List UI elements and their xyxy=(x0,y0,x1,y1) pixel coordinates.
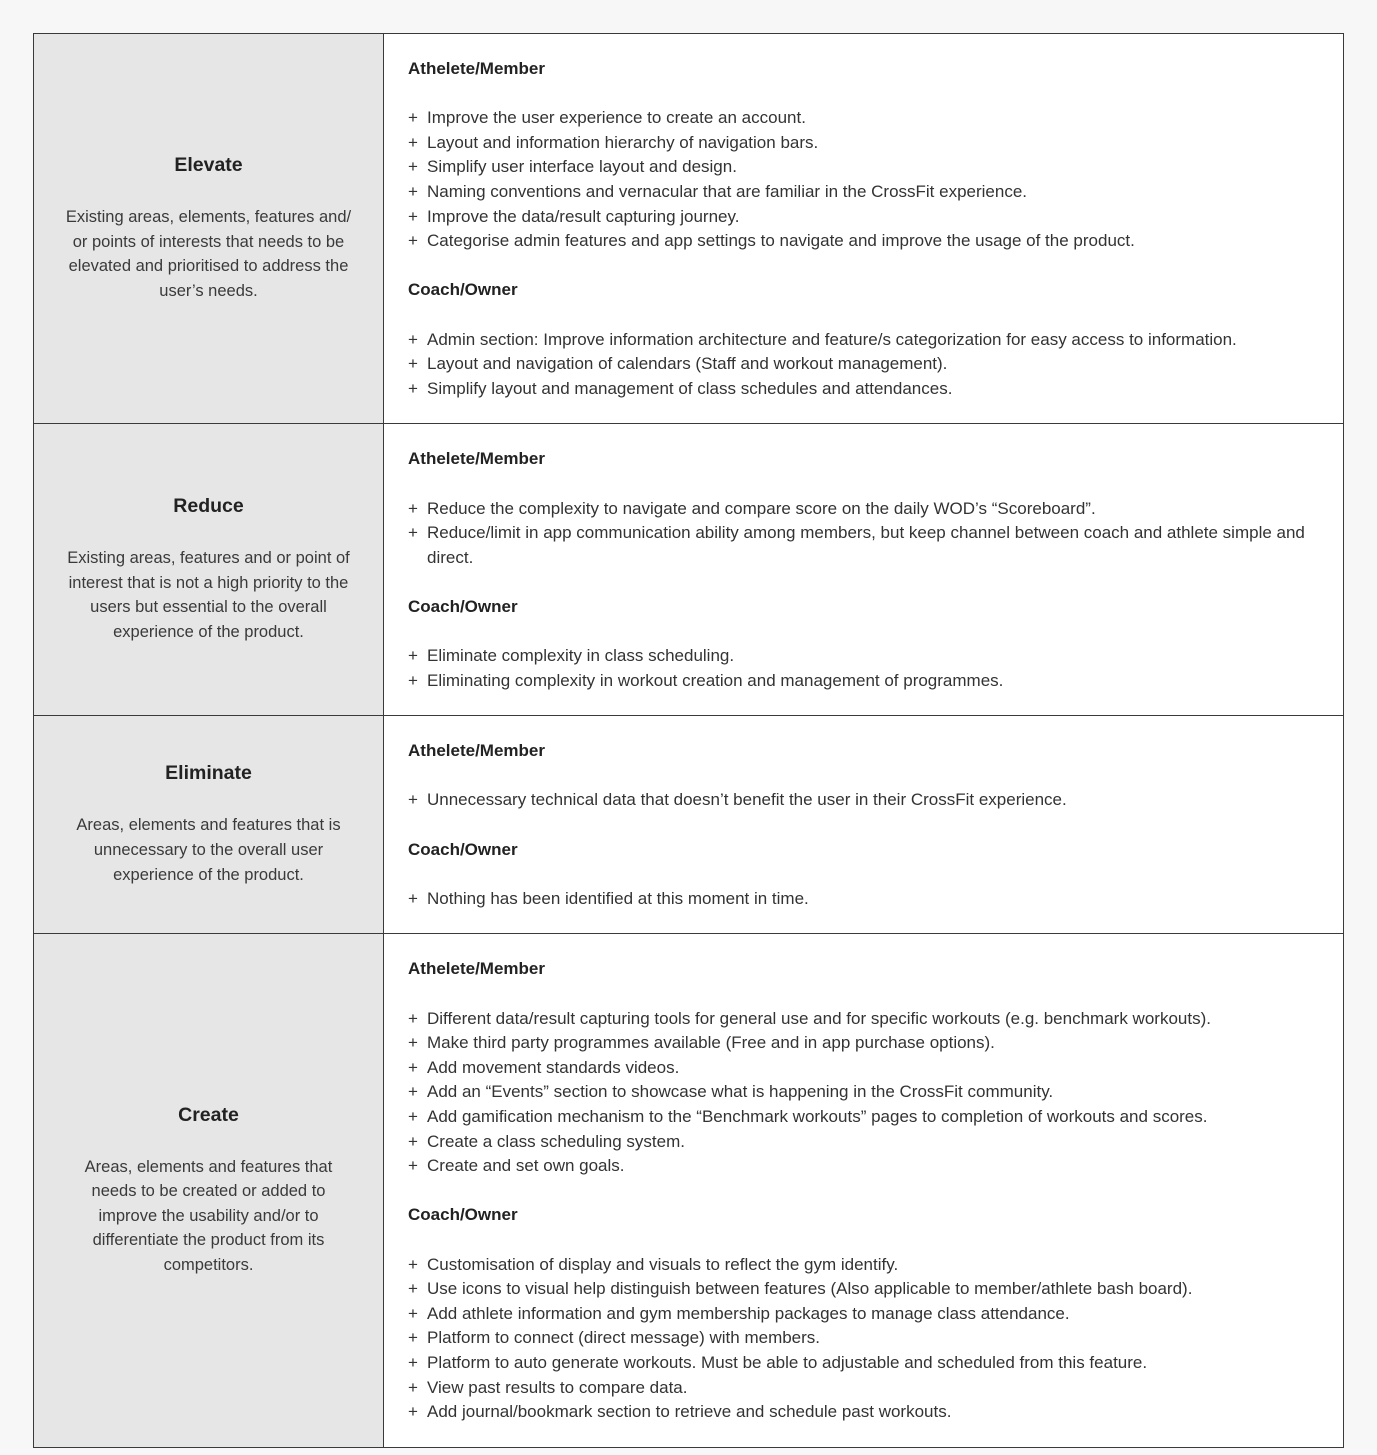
list-item xyxy=(408,229,1319,254)
plus-icon: + xyxy=(408,498,418,518)
list-item-text: Eliminating complexity in workout creation and management of programmes. xyxy=(427,670,1004,690)
list-item-text: Platform to connect (direct message) with members. xyxy=(427,1328,821,1348)
plus-icon: + xyxy=(408,206,418,226)
audience-heading: Coach/Owner xyxy=(408,839,518,859)
list-item xyxy=(408,328,1319,353)
action-list xyxy=(408,497,1319,571)
list-item-text: Admin section: Improve information architecture and feature/s categorization for easy access to information. xyxy=(427,329,1237,349)
plus-icon: + xyxy=(408,1402,418,1422)
action-list xyxy=(408,788,1319,813)
audience-heading: Athelete/Member xyxy=(408,741,545,761)
plus-icon: + xyxy=(408,1131,418,1151)
plus-icon: + xyxy=(408,378,418,398)
category-title: Eliminate xyxy=(165,762,252,785)
list-item-text: Nothing has been identified at this moment in time. xyxy=(427,888,809,908)
list-item xyxy=(408,1302,1319,1327)
category-label-cell xyxy=(34,424,384,715)
list-item xyxy=(408,1351,1319,1376)
plus-icon: + xyxy=(408,1254,418,1274)
list-item xyxy=(408,180,1319,205)
errc-row-elevate xyxy=(34,34,1343,423)
list-item xyxy=(408,788,1319,813)
category-label-cell xyxy=(34,34,384,423)
list-item xyxy=(408,1130,1319,1155)
list-item-text: Unnecessary technical data that doesn’t benefit the user in their CrossFit experience. xyxy=(427,790,1067,810)
plus-icon: + xyxy=(408,1328,418,1348)
list-item-text: Make third party programmes available (Free and in app purchase options). xyxy=(427,1033,995,1053)
category-description: Existing areas, features and or point of interest that is not a high priority to the users but essential to the overall experience of the product. xyxy=(67,549,350,641)
action-list xyxy=(408,106,1319,254)
list-item-text: Eliminate complexity in class scheduling. xyxy=(427,646,735,666)
list-item-text: Layout and navigation of calendars (Staff and workout management). xyxy=(427,354,948,374)
list-item xyxy=(408,497,1319,522)
plus-icon: + xyxy=(408,646,418,666)
list-item xyxy=(408,1080,1319,1105)
errc-row-reduce xyxy=(34,423,1343,715)
category-label-cell xyxy=(34,716,384,933)
list-item-text: Use icons to visual help distinguish between features (Also applicable to member/athlete bash board). xyxy=(427,1279,1193,1299)
category-title: Reduce xyxy=(173,495,244,518)
plus-icon: + xyxy=(408,1057,418,1077)
plus-icon: + xyxy=(408,231,418,251)
list-item-text: Add athlete information and gym membership packages to manage class attendance. xyxy=(427,1303,1070,1323)
audience-heading: Coach/Owner xyxy=(408,596,518,616)
list-item-text: Reduce/limit in app communication ability among members, but keep channel between coach and athlete simple and direct. xyxy=(427,523,1305,567)
list-item-text: Platform to auto generate workouts. Must be able to adjustable and scheduled from this feature. xyxy=(427,1352,1148,1372)
plus-icon: + xyxy=(408,132,418,152)
plus-icon: + xyxy=(408,1352,418,1372)
plus-icon: + xyxy=(408,1033,418,1053)
category-title: Elevate xyxy=(174,153,243,176)
category-content-cell xyxy=(384,934,1343,1446)
list-item xyxy=(408,1007,1319,1032)
list-item xyxy=(408,1376,1319,1401)
category-description: Existing areas, elements, features and/ or points of interests that needs to be elevated and prioritised to address the user’s needs. xyxy=(65,207,352,300)
list-item xyxy=(408,106,1319,131)
errc-table xyxy=(33,33,1344,1448)
plus-icon: + xyxy=(408,888,418,908)
errc-row-eliminate xyxy=(34,715,1343,933)
audience-heading: Athelete/Member xyxy=(408,959,545,979)
plus-icon: + xyxy=(408,1082,418,1102)
list-item xyxy=(408,1253,1319,1278)
list-item-text: Add an “Events” section to showcase what is happening in the CrossFit community. xyxy=(427,1082,1054,1102)
list-item-text: View past results to compare data. xyxy=(427,1377,688,1397)
list-item xyxy=(408,1056,1319,1081)
category-description: Areas, elements and features that is unnecessary to the overall user experience of the product. xyxy=(76,816,341,884)
plus-icon: + xyxy=(408,181,418,201)
list-item-text: Simplify layout and management of class schedules and attendances. xyxy=(427,378,953,398)
list-item xyxy=(408,1326,1319,1351)
list-item-text: Improve the user experience to create an account. xyxy=(427,108,806,128)
list-item xyxy=(408,887,1319,912)
list-item xyxy=(408,1031,1319,1056)
list-item xyxy=(408,1105,1319,1130)
plus-icon: + xyxy=(408,1106,418,1126)
list-item xyxy=(408,131,1319,156)
plus-icon: + xyxy=(408,354,418,374)
audience-heading: Coach/Owner xyxy=(408,280,518,300)
plus-icon: + xyxy=(408,790,418,810)
list-item xyxy=(408,521,1319,570)
list-item-text: Improve the data/result capturing journey. xyxy=(427,206,740,226)
list-item-text: Customisation of display and visuals to reflect the gym identify. xyxy=(427,1254,899,1274)
plus-icon: + xyxy=(408,1303,418,1323)
plus-icon: + xyxy=(408,329,418,349)
category-label-cell xyxy=(34,934,384,1446)
list-item xyxy=(408,1400,1319,1425)
category-description: Areas, elements and features that needs to be created or added to improve the usability and/or to differentiate the product from its competitors. xyxy=(84,1157,333,1274)
list-item-text: Naming conventions and vernacular that are familiar in the CrossFit experience. xyxy=(427,181,1028,201)
action-list xyxy=(408,887,1319,912)
list-item xyxy=(408,1277,1319,1302)
list-item-text: Simplify user interface layout and design. xyxy=(427,157,737,177)
list-item-text: Create and set own goals. xyxy=(427,1156,625,1176)
list-item xyxy=(408,1154,1319,1179)
list-item xyxy=(408,352,1319,377)
list-item-text: Layout and information hierarchy of navigation bars. xyxy=(427,132,819,152)
list-item-text: Reduce the complexity to navigate and compare score on the daily WOD’s “Scoreboard”. xyxy=(427,498,1096,518)
list-item-text: Add journal/bookmark section to retrieve and schedule past workouts. xyxy=(427,1402,952,1422)
list-item-text: Add movement standards videos. xyxy=(427,1057,680,1077)
category-title: Create xyxy=(178,1103,239,1126)
list-item-text: Categorise admin features and app settings to navigate and improve the usage of the product. xyxy=(427,231,1135,251)
action-list xyxy=(408,1253,1319,1425)
plus-icon: + xyxy=(408,108,418,128)
action-list xyxy=(408,644,1319,693)
list-item-text: Add gamification mechanism to the “Benchmark workouts” pages to completion of workouts and scores. xyxy=(427,1106,1208,1126)
list-item xyxy=(408,205,1319,230)
action-list xyxy=(408,328,1319,402)
audience-heading: Athelete/Member xyxy=(408,449,545,469)
category-content-cell xyxy=(384,34,1343,423)
list-item-text: Create a class scheduling system. xyxy=(427,1131,685,1151)
list-item xyxy=(408,644,1319,669)
plus-icon: + xyxy=(408,1279,418,1299)
plus-icon: + xyxy=(408,1008,418,1028)
audience-heading: Coach/Owner xyxy=(408,1205,518,1225)
audience-heading: Athelete/Member xyxy=(408,59,545,78)
category-content-cell xyxy=(384,424,1343,715)
category-content-cell xyxy=(384,716,1343,933)
list-item xyxy=(408,669,1319,694)
plus-icon: + xyxy=(408,670,418,690)
errc-row-create xyxy=(34,933,1343,1446)
plus-icon: + xyxy=(408,523,418,543)
plus-icon: + xyxy=(408,1156,418,1176)
list-item-text: Different data/result capturing tools for general use and for specific workouts (e.g. benchmark workouts). xyxy=(427,1008,1211,1028)
list-item xyxy=(408,155,1319,180)
plus-icon: + xyxy=(408,1377,418,1397)
list-item xyxy=(408,377,1319,402)
action-list xyxy=(408,1007,1319,1179)
plus-icon: + xyxy=(408,157,418,177)
